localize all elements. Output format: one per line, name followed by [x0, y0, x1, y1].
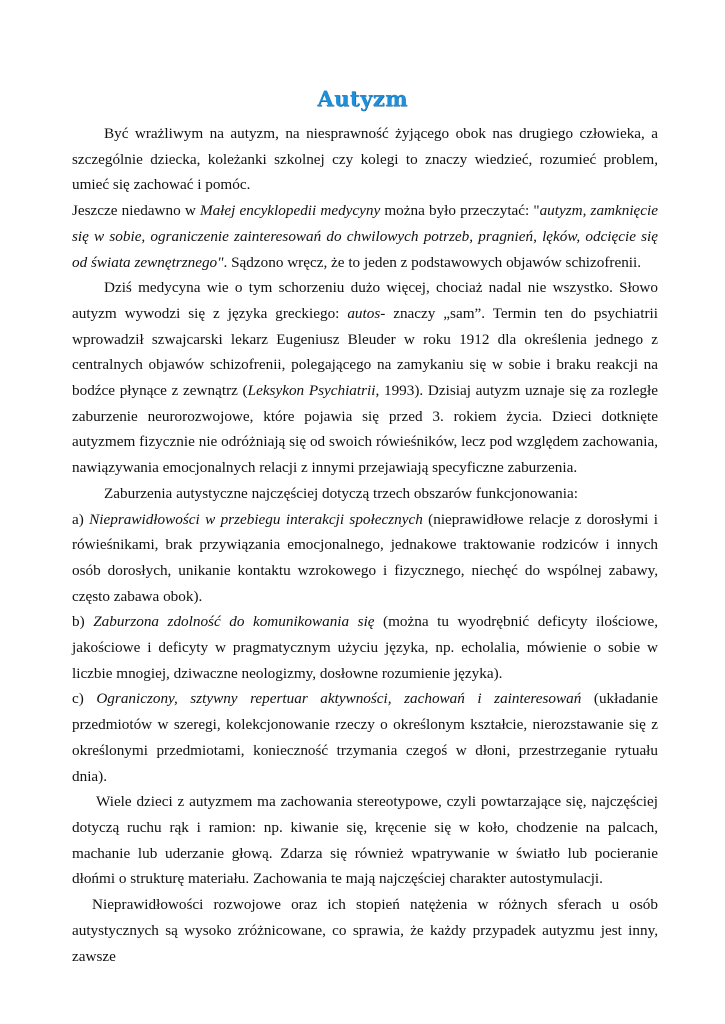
list-marker: a)	[72, 510, 90, 528]
text-span: można było przeczytać: "	[380, 202, 540, 220]
text-span: Dziś medycyna wie o tym schorzeniu dużo więcej, chociaż nadal nie wszystko. Słowo autyzm wywodzi się z języka greckiego:	[72, 279, 658, 322]
list-marker: b)	[72, 613, 94, 631]
paragraph-definition	[72, 275, 658, 481]
book-title: Małej encyklopedii medycyny	[199, 202, 381, 220]
paragraph-encyclopedia	[72, 198, 658, 275]
document-body	[72, 121, 658, 969]
text-span: . Sądzono wręcz, że to jeden z podstawowych objawów schizofrenii.	[223, 253, 642, 271]
list-marker: c)	[72, 690, 97, 708]
page-title: Autyzm	[317, 86, 408, 111]
list-item-heading: Zaburzona zdolność do komunikowania się	[93, 613, 375, 631]
paragraph-stereotypes: Wiele dzieci z autyzmem ma zachowania stereotypowe, czyli powtarzające się, najczęściej dotyczą ruchu rąk i ramion: np. kiwanie się, kręcenie się w koło, chodzenie na palcach, machanie lub uderzanie głową. Zdarza się również wpatrywanie w światło lub pocieranie dłońmi o strukturę materiału. Zachowania te mają najczęściej charakter autostymulacji.	[72, 793, 658, 888]
list-item-text: (można tu wyodrębnić deficyty ilościowe, jakościowe i deficyty w pragmatycznym użyciu języka, np. echolalia, mówienie o sobie w liczbie mnogiej, dziwaczne neologizmy, dosłowne rozumienie języka).	[72, 613, 658, 682]
list-item-heading: Nieprawidłowości w przebiegu interakcji społecznych	[89, 510, 423, 528]
list-item-a	[72, 507, 658, 610]
text-span: Jeszcze niedawno w	[72, 202, 200, 220]
greek-term: autos	[347, 304, 381, 322]
list-item-b	[72, 609, 658, 686]
list-item-heading: Ograniczony, sztywny repertuar aktywności, zachowań i zainteresowań	[96, 690, 582, 708]
source-title: Leksykon Psychiatrii	[247, 382, 376, 400]
paragraph-intro: Być wrażliwym na autyzm, na niesprawność żyjącego obok nas drugiego człowieka, a szczególnie dziecka, koleżanki szkolnej czy kolegi to znaczy wiedzieć, rozumieć problem, umieć się zachować i pomóc.	[72, 125, 658, 194]
text-span: - znaczy „sam”. Termin ten do psychiatrii wprowadził szwajcarski lekarz Eugeniusz Bleuder w roku 1912 dla określenia jednego z centralnych objawów schizofrenii, polegającego na zamykaniu się w sobie i braku reakcji na bodźce płynące z zewnątrz (	[72, 304, 658, 400]
list-item-text: (nieprawidłowe relacje z dorosłymi i rówieśnikami, brak przywiązania emocjonalnego, jednakowe traktowanie rodziców i innych osób dorosłych, unikanie kontaktu wzrokowego i fizycznego, niechęć do wspólnej zabawy, często zabawa obok).	[72, 510, 658, 605]
list-item-c	[72, 686, 658, 789]
quote: autyzm, zamknięcie się w sobie, ograniczenie zainteresowań do chwilowych potrzeb, pragnień, lęków, odcięcie się od świata zewnętrznego"	[72, 202, 658, 271]
list-item-text: (układanie przedmiotów w szeregi, kolekcjonowanie rzeczy o określonym kształcie, nierozstawanie się z określonymi przedmiotami, konieczność trzymania czegoś w dłoni, przestrzeganie rytuału dnia).	[72, 690, 658, 785]
text-span: , 1993). Dzisiaj autyzm uznaje się za rozległe zaburzenie neurorozwojowe, które pojawia się przed 3. rokiem życia. Dzieci dotknięte autyzmem fizycznie nie odróżniają się od swoich rówieśników, lecz pod względem zachowania, nawiązywania emocjonalnych relacji z innymi przejawiają specyficzne zaburzenia.	[72, 382, 658, 477]
paragraph-diversity: Nieprawidłowości rozwojowe oraz ich stopień natężenia w różnych sferach u osób autystycznych są wysoko zróżnicowane, co sprawia, że każdy przypadek autyzmu jest inny, zawsze	[72, 896, 658, 965]
paragraph-areas-intro: Zaburzenia autystyczne najczęściej dotyczą trzech obszarów funkcjonowania:	[104, 484, 578, 502]
